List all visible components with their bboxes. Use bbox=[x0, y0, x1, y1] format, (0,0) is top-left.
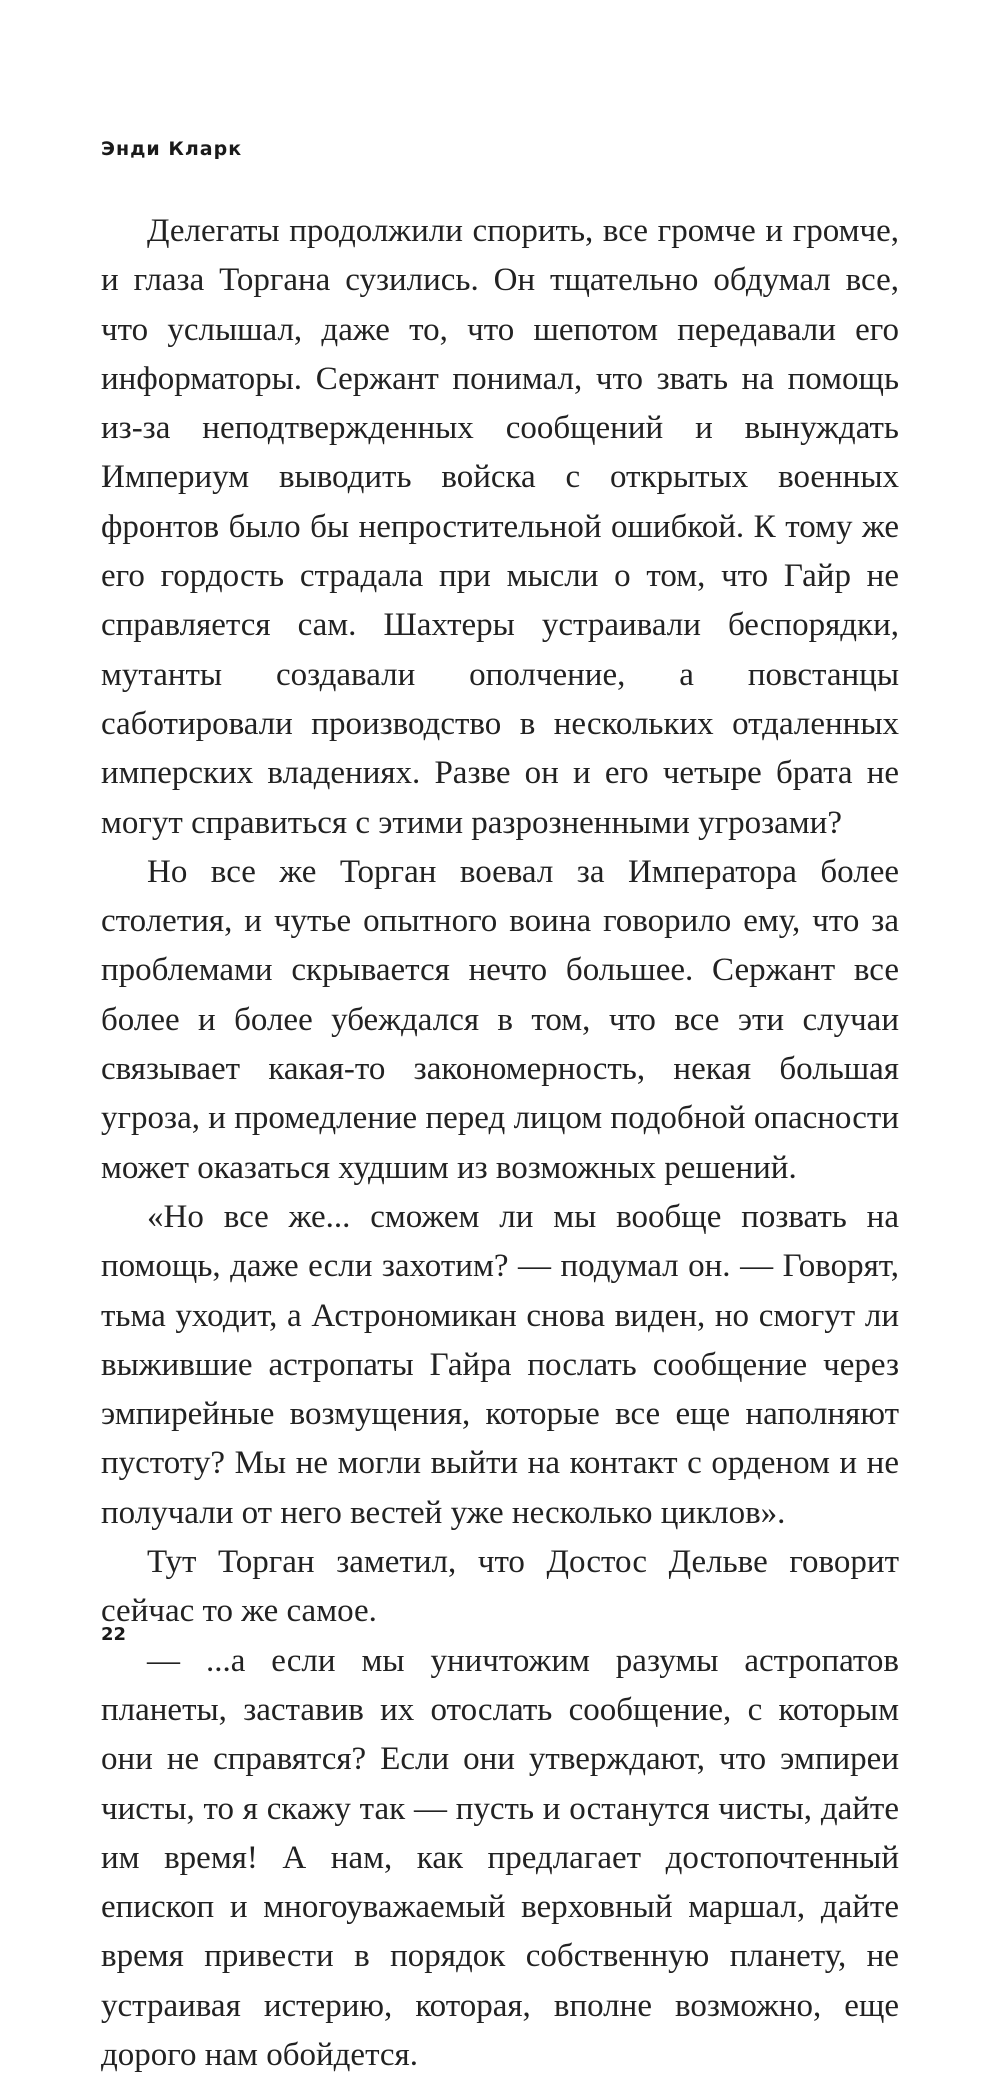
paragraph: «Но все же... сможем ли мы вообще позвать на помощь, даже если захотим? — подумал он. — Говорят, тьма уходит, а Астрономикан снова виден, но смогут ли выжившие астропаты Гайра послать сообщение через эмпирейные возмущения, которые все еще наполняют пустоту? Мы не могли выйти на контакт с орденом и не получали от него вестей уже несколько циклов». bbox=[101, 1198, 899, 1531]
paragraph: Но все же Торган воевал за Императора более столетия, и чутье опытного воина говорило ему, что за проблемами скрывается нечто большее. Сержант все более и более убеждался в том, что все эти случаи связывает какая-то закономерность, некая большая угроза, и промедление перед лицом подобной опасности может оказаться худшим из возможных решений. bbox=[101, 853, 899, 1186]
paragraph: — ...а если мы уничтожим разумы астропатов планеты, заставив их отослать сообщение, с которым они не справятся? Если они утверждают, что эмпиреи чисты, то я скажу так — пусть и останутся чисты, дайте им время! А нам, как предлагает достопочтенный епископ и многоуважаемый верховный маршал, дайте время привести в порядок собственную планету, не устраивая истерию, которая, вполне возможно, еще дорого нам обойдется. bbox=[101, 1642, 899, 2073]
paragraph: Делегаты продолжили спорить, все громче и громче, и глаза Торгана сузились. Он тщательно обдумал все, что услышал, даже то, что шепотом передавали его информаторы. Сержант понимал, что звать на помощь из-за неподтвержденных сообщений и вынуждать Империум выводить войска с открытых военных фронтов было бы непростительной ошибкой. К тому же его гордость страдала при мысли о том, что Гайр не справляется сам. Шахтеры устраивали беспорядки, мутанты создавали ополчение, а повстанцы саботировали производство в нескольких отдаленных имперских владениях. Разве он и его четыре брата не могут справиться с этими разрозненными угрозами? bbox=[101, 213, 899, 841]
paragraph: Тут Торган заметил, что Достос Дельве говорит сейчас то же самое. bbox=[101, 1544, 899, 1630]
page-number: 22 bbox=[101, 1624, 127, 1645]
running-head-author: Энди Кларк bbox=[101, 138, 243, 160]
body-text bbox=[101, 207, 899, 2080]
